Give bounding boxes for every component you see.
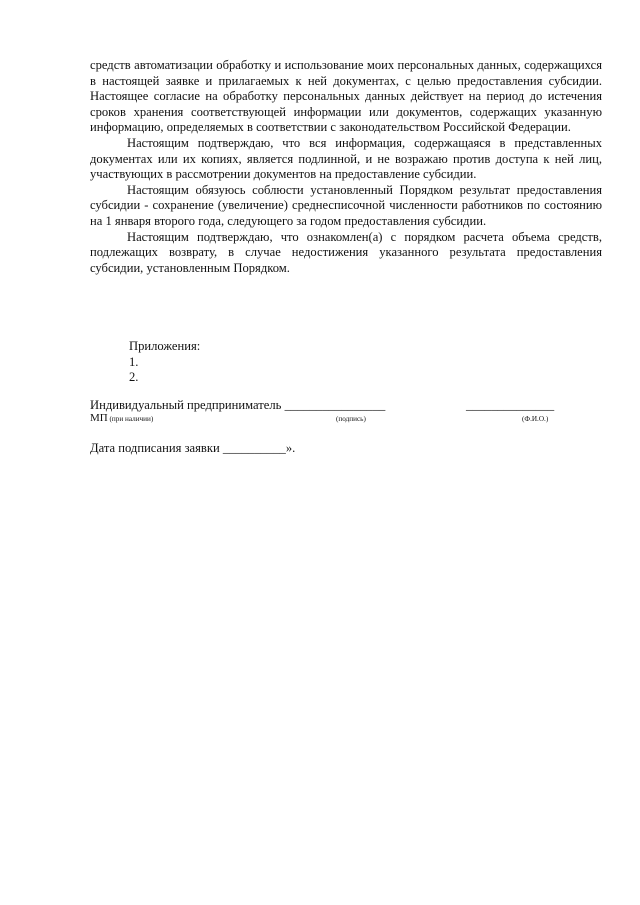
mp-note: (при наличии) [109,415,154,423]
paragraph-acknowledgement: Настоящим подтверждаю, что ознакомлен(а) с порядком расчета объема средств, подлежащих возврату, в случае недостижения указанного результата предоставления субсидии, установленным Порядком. [90,229,602,275]
signing-date-line: Дата подписания заявки __________». [90,441,296,455]
attachments-title: Приложения: [129,339,201,353]
attachment-item-1: 1. [129,354,139,369]
signature-caption: (подпись) [336,415,366,423]
document-body [90,58,602,276]
mp-caption [90,414,153,424]
paragraph-consent: средств автоматизации обработку и использование моих персональных данных, содержащихся в настоящей заявке и прилагаемых к ней документах, с целью предоставления субсидии. Настоящее согласие на обработку персональных данных действует на период до истечения сроков хранения соответствующей информации или документов, содержащих указанную информацию, определяемых в соответствии с законодательством Российской Федерации. [90,58,602,135]
attachment-item-2: 2. [129,370,139,385]
fio-blank-line: ______________ [466,398,555,412]
mp-label: МП [90,412,108,424]
attachments-block [129,339,200,386]
fio-caption: (Ф.И.О.) [522,415,549,423]
paragraph-authenticity: Настоящим подтверждаю, что вся информация, содержащаяся в представленных документах или их копиях, является подлинной, и не возражаю против доступа к ней лиц, участвующих в рассмотрении документов на предоставление субсидии. [90,135,602,182]
paragraph-obligation: Настоящим обязуюсь соблюсти установленный Порядком результат предоставления субсидии - сохранение (увеличение) среднесписочной численности работников по состоянию на 1 января второго года, следующего за годом предоставления субсидии. [90,182,602,228]
entrepreneur-signature-line: Индивидуальный предприниматель ________________ [90,398,386,412]
